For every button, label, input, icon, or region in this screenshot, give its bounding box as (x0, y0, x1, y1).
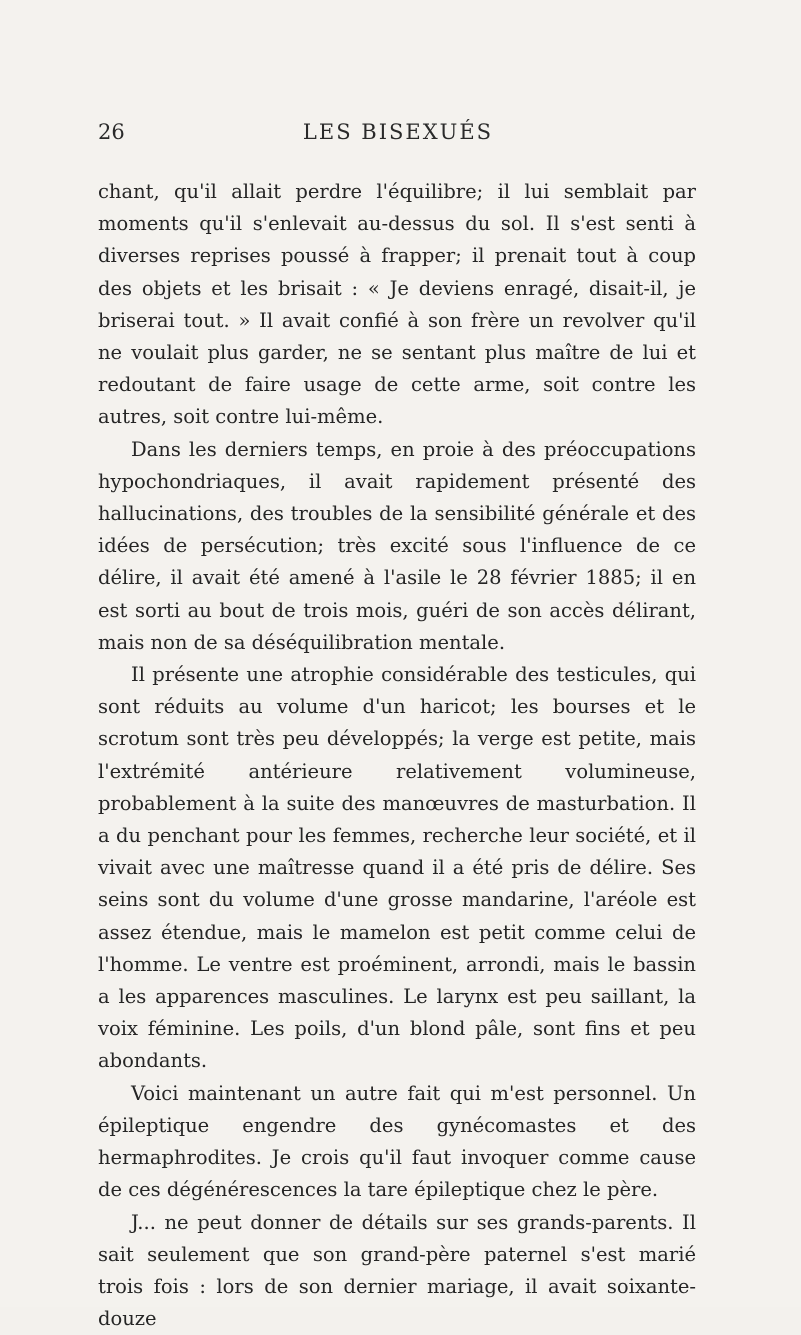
paragraph: J... ne peut donner de détails sur ses grands-parents. Il sait seulement que son grand-père paternel s'est marié trois fois : lors de son dernier mariage, il avait soixante-douze (98, 1207, 696, 1335)
page-number: 26 (98, 120, 125, 144)
paragraph: Dans les derniers temps, en proie à des préoccupations hypochondriaques, il avait rapidement présenté des hallucinations, des troubles de la sensibilité générale et des idées de persécution; très excité sous l'influence de ce délire, il avait été amené à l'asile le 28 février 1885; il en est sorti au bout de trois mois, guéri de son accès délirant, mais non de sa déséquilibration mentale. (98, 434, 696, 659)
paragraph: Voici maintenant un autre fait qui m'est personnel. Un épileptique engendre des gynécomastes et des hermaphrodites. Je crois qu'il faut invoquer comme cause de ces dégénérescences la tare épileptique chez le père. (98, 1078, 696, 1207)
page-header (98, 120, 698, 150)
paragraph-continuation: chant, qu'il allait perdre l'équilibre; il lui semblait par moments qu'il s'enlevait au-dessus du sol. Il s'est senti à diverses reprises poussé à frapper; il prenait tout à coup des objets et les brisait : « Je deviens enragé, disait-il, je briserai tout. » Il avait confié à son frère un revolver qu'il ne voulait plus garder, ne se sentant plus maître de lui et redoutant de faire usage de cette arme, soit contre les autres, soit contre lui-même. (98, 176, 696, 434)
paragraph: Il présente une atrophie considérable des testicules, qui sont réduits au volume d'un haricot; les bourses et le scrotum sont très peu développés; la verge est petite, mais l'extrémité antérieure relativement volumineuse, probablement à la suite des manœuvres de masturbation. Il a du penchant pour les femmes, recherche leur société, et il vivait avec une maîtresse quand il a été pris de délire. Ses seins sont du volume d'une grosse mandarine, l'aréole est assez étendue, mais le mamelon est petit comme celui de l'homme. Le ventre est proéminent, arrondi, mais le bassin a les apparences masculines. Le larynx est peu saillant, la voix féminine. Les poils, d'un blond pâle, sont fins et peu abondants. (98, 659, 696, 1078)
running-title: LES BISEXUÉS (98, 120, 698, 144)
body-text (98, 176, 696, 1335)
